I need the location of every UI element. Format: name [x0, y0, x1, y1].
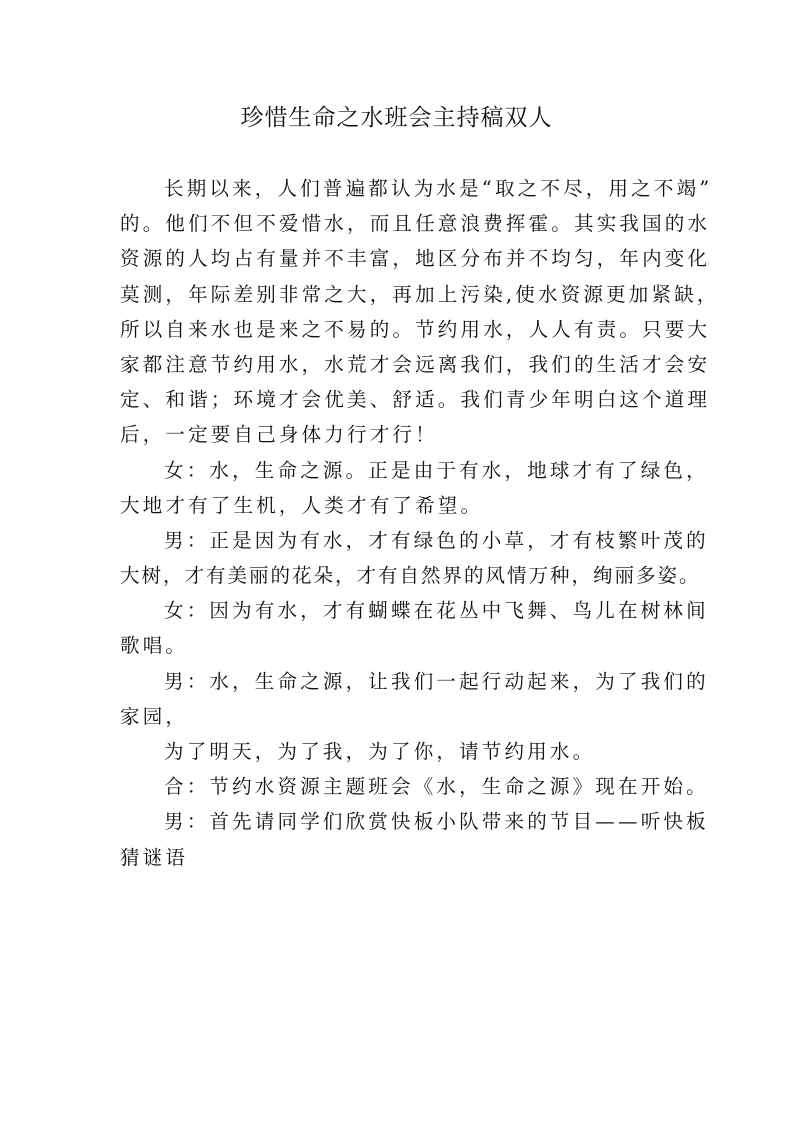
- text-line: 为了明天，为了我，为了你，请节约用水。: [164, 740, 596, 763]
- text-line: 女：因为有水，才有蝴蝶在花丛中飞舞、鸟儿在树林间: [164, 599, 709, 623]
- document-body: [120, 171, 720, 875]
- text-line: 大地才有了生机，人类才有了希望。: [120, 493, 484, 517]
- text-line: 合：节约水资源主题班会《水，生命之源》现在开始。: [164, 775, 709, 799]
- text-line: 女：水，生命之源。正是由于有水，地球才有了绿色，: [164, 458, 709, 482]
- text-line: 男：水，生命之源，让我们一起行动起来，为了我们的: [164, 669, 709, 693]
- text-line: 家园，: [120, 704, 189, 728]
- text-line: 资源的人均占有量并不丰富，地区分布并不均匀，年内变化: [120, 247, 711, 271]
- text-line: 猜谜语: [120, 845, 189, 869]
- text-line: 歌唱。: [120, 634, 189, 658]
- document-title: 珍惜生命之水班会主持稿双人: [240, 105, 553, 131]
- text-line: 定、和谐；环境才会优美、舒适。我们青少年明白这个道理: [120, 388, 711, 412]
- text-line: 男：首先请同学们欣赏快板小队带来的节目——听快板: [164, 810, 709, 834]
- text-line: 的。他们不但不爱惜水，而且任意浪费挥霍。其实我国的水: [120, 212, 711, 236]
- text-line: 男：正是因为有水，才有绿色的小草，才有枝繁叶茂的: [164, 528, 709, 552]
- text-line: 莫测，年际差别非常之大，再加上污染,使水资源更加紧缺，: [120, 282, 720, 306]
- text-line: 大树，才有美丽的花朵，才有自然界的风情万种，绚丽多姿。: [120, 564, 701, 588]
- text-line: 所以自来水也是来之不易的。节约用水，人人有责。只要大: [120, 317, 711, 341]
- text-line: 长期以来，人们普遍都认为水是“取之不尽，用之不竭”: [164, 177, 713, 200]
- text-line: 后，一定要自己身体力行才行！: [120, 423, 438, 447]
- text-line: 家都注意节约用水，水荒才会远离我们，我们的生活才会安: [120, 352, 711, 376]
